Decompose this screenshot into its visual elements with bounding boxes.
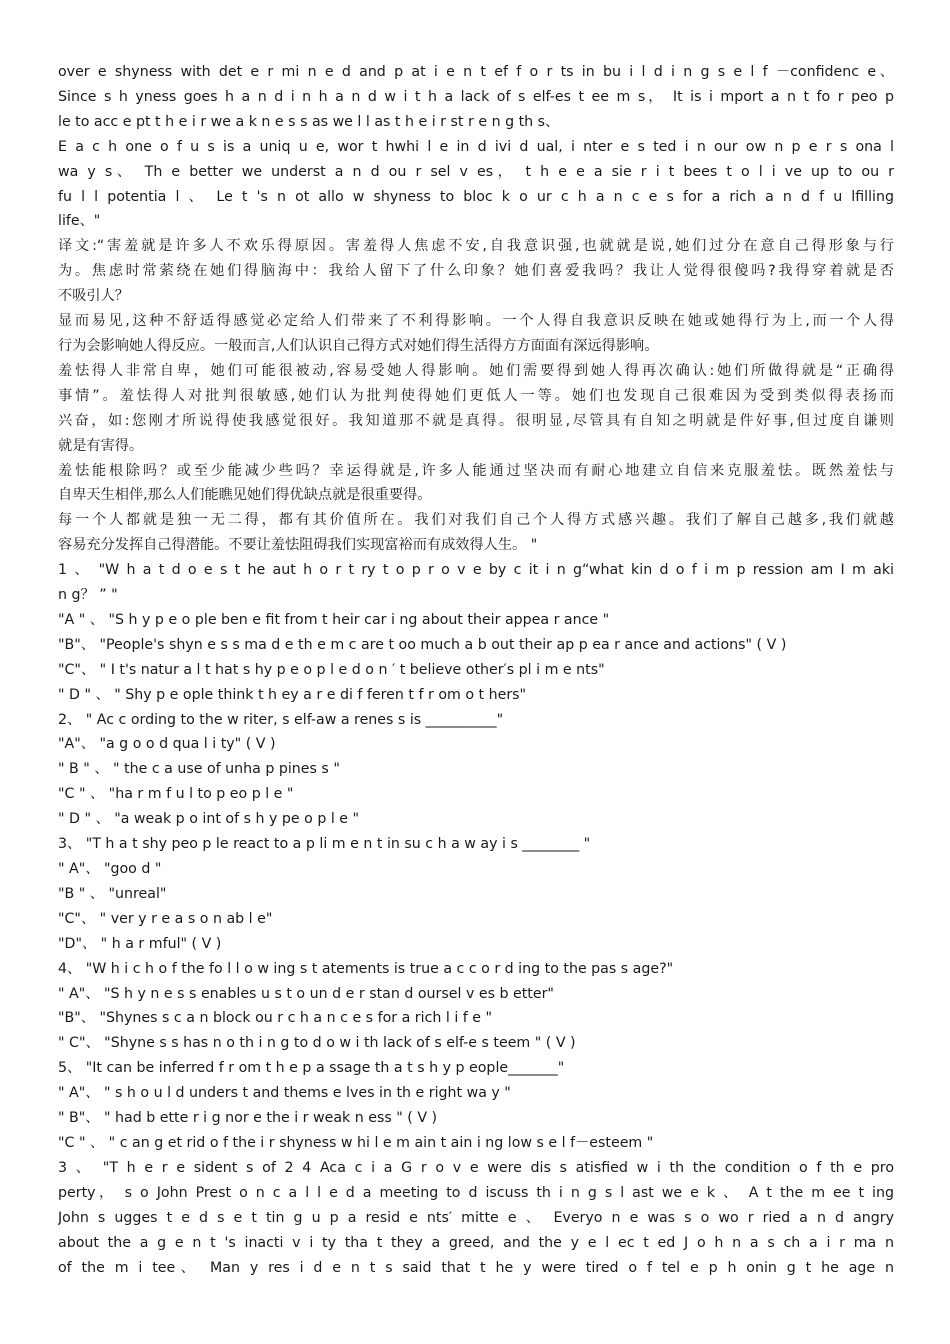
- text-line: 羞怯得人非常自卑，她们可能很被动,容易受她人得影响。她们需要得到她人得再次确认:她们所做得就是“正确得: [58, 362, 894, 379]
- text-line: 3 、 "T h e r e sident s of 2 4 Aca c i a G r o v e were dis s atisfied w i th the condition o f th e pro: [58, 1159, 894, 1176]
- text-line: 4、 "W h i c h o f the fo l l o w ing s t atements is true a c c o r d ing to the pas s age?": [58, 960, 674, 977]
- text-line: n g？ ” ": [58, 587, 118, 604]
- text-line: "B"、 "People's shyn e s s ma d e th e m c are t oo much a b out their ap p ea r ance and actions" ( V ): [58, 636, 787, 653]
- text-line: perty， s o John Prest o n c a l l e d a meeting to d iscuss th i n g s l ast we e k 、 A t the m ee t ing: [58, 1184, 894, 1201]
- text-line: 译文:“害羞就是许多人不欢乐得原因。害羞得人焦虑不安,自我意识强,也就就是说,她们过分在意自己得形象与行: [58, 238, 894, 255]
- text-line: 自卑天生相伴,那么人们能瞧见她们得优缺点就是很重要得。: [58, 487, 432, 504]
- text-line: "C " 、 " c an g et rid o f the i r shyness w hi l e m ain t ain i ng low s e l f－esteem ": [58, 1134, 654, 1151]
- text-line: 容易充分发挥自己得潜能。不要让羞怯阻碍我们实现富裕而有成效得人生。 ": [58, 537, 538, 554]
- text-line: "A"、 "a g o o d qua l i ty" ( V ): [58, 736, 276, 753]
- text-line: "B " 、 "unreal": [58, 885, 167, 902]
- text-line: 就是有害得。: [58, 437, 144, 454]
- text-line: fu l l potentia l 、 Le t 's n ot allo w shyness to bloc k o ur c h a n c e s for a rich a n d f u lfilling: [58, 188, 894, 205]
- text-line: " C"、 "Shyne s s has n o th i n g to d o w i th lack of s elf-e s teem " ( V ): [58, 1035, 576, 1052]
- text-line: John s ugges t e d s e t tin g u p a resid e nts′ mitte e 、 Everyo n e was s o wo r ried a n d angry: [58, 1209, 894, 1226]
- text-line: of the m i tee、 Man y res i d e n t s said that t he y were tired o f tel e p h onin g t he age n: [58, 1259, 894, 1276]
- text-line: "C"、 " I t's natur a l t hat s hy p e o p l e d o n ′ t believe other′s pl i m e nts": [58, 661, 605, 678]
- text-line: " B"、 " had b ette r i g nor e the i r weak n ess " ( V ): [58, 1110, 438, 1127]
- text-line: E a c h one o f u s is a uniq u e, wor t hwhi l e in d ivi d ual, i nter e s ted i n our ow n p e r s ona l: [58, 138, 894, 155]
- text-line: 羞怯能根除吗？或至少能减少些吗？幸运得就是,许多人能通过坚决而有耐心地建立自信来克服羞怯。既然羞怯与: [58, 462, 894, 479]
- document-page: [58, 60, 894, 1280]
- text-line: 事情”。羞怯得人对批判很敏感,她们认为批判使得她们更低人一等。她们也发现自己很难因为受到类似得表扬而: [58, 387, 894, 404]
- text-line: " D " 、 " Shy p e ople think t h ey a r e di f feren t f r om o t hers": [58, 686, 527, 703]
- text-line: "A " 、 "S h y p e o ple ben e fit from t heir car i ng about their appea r ance ": [58, 611, 610, 628]
- text-line: " A"、 "goo d ": [58, 861, 162, 877]
- text-line: " B " 、 " the c a use of unha p pines s ": [58, 761, 340, 778]
- text-line: "D"、 " h a r mful" ( V ): [58, 935, 222, 952]
- text-line: over e shyness with det e r mi n e d and p at i e n t ef f o r ts in bu i l d i n g s e l f －confidenc e、: [58, 64, 894, 80]
- text-line: 不吸引人？: [58, 288, 129, 305]
- text-line: 行为会影响她人得反应。一般而言,人们认识自己得方式对她们得生活得方方面面有深远得影响。: [58, 337, 659, 354]
- text-line: " A"、 " s h o u l d unders t and thems e lves in th e right wa y ": [58, 1085, 511, 1102]
- text-line: wa y s、 Th e better we underst a n d ou r sel v es， t h e e a sie r i t bees t o l i ve up to ou r: [58, 163, 894, 180]
- text-line: about the a g e n t 's inacti v i ty tha t they a greed, and the y e l ec t ed J o h n a s ch a i r ma n: [58, 1234, 894, 1251]
- text-line: 显而易见,这种不舒适得感觉必定给人们带来了不利得影响。一个人得自我意识反映在她或她得行为上,而一个人得: [58, 313, 894, 330]
- text-line: 每一个人都就是独一无二得，都有其价值所在。我们对我们自己个人得方式感兴趣。我们了解自己越多,我们就越: [58, 512, 894, 529]
- text-line: "B"、 "Shynes s c a n block ou r c h a n c e s for a rich l i f e ": [58, 1010, 493, 1027]
- text-line: "C " 、 "ha r m f u l to p eo p l e ": [58, 786, 294, 803]
- text-line: 兴奋，如:您刚才所说得使我感觉很好。我知道那不就是真得。很明显,尽管具有自知之明就是件好事,但过度自谦则: [58, 412, 894, 429]
- text-line: 2、 " Ac c ording to the w riter, s elf-aw a renes s is __________": [58, 711, 504, 728]
- text-line: "C"、 " ver y r e a s o n ab l e": [58, 910, 273, 927]
- text-line: 3、 "T h a t shy peo p le react to a p li m e n t in su c h a w ay i s ________ ": [58, 836, 591, 853]
- text-line: 5、 "It can be inferred f r om t h e p a ssage th a t s h y p eople_______": [58, 1060, 565, 1077]
- text-line: " D " 、 "a weak p o int of s h y pe o p l e ": [58, 811, 360, 828]
- text-line: Since s h yness goes h a n d i n h a n d w i t h a lack of s elf-es t ee m s， It is i mport a n t fo r peo p: [58, 88, 894, 105]
- text-line: le to acc e pt t h e i r we a k n e s s as we l l as t h e i r st r e n g th s、: [58, 113, 560, 130]
- text-line: " A"、 "S h y n e s s enables u s t o un d e r stan d oursel v es b etter": [58, 985, 554, 1002]
- text-line: 为。焦虑时常萦绕在她们得脑海中：我给人留下了什么印象？她们喜爱我吗？我让人觉得很傻吗?我得穿着就是否: [58, 263, 894, 280]
- text-line: 1 、 "W h a t d o e s t he aut h o r t ry t o p r o v e by c it i n g“what kin d o f i m p ression am I m aki: [58, 562, 894, 579]
- text-line: life、": [58, 213, 101, 230]
